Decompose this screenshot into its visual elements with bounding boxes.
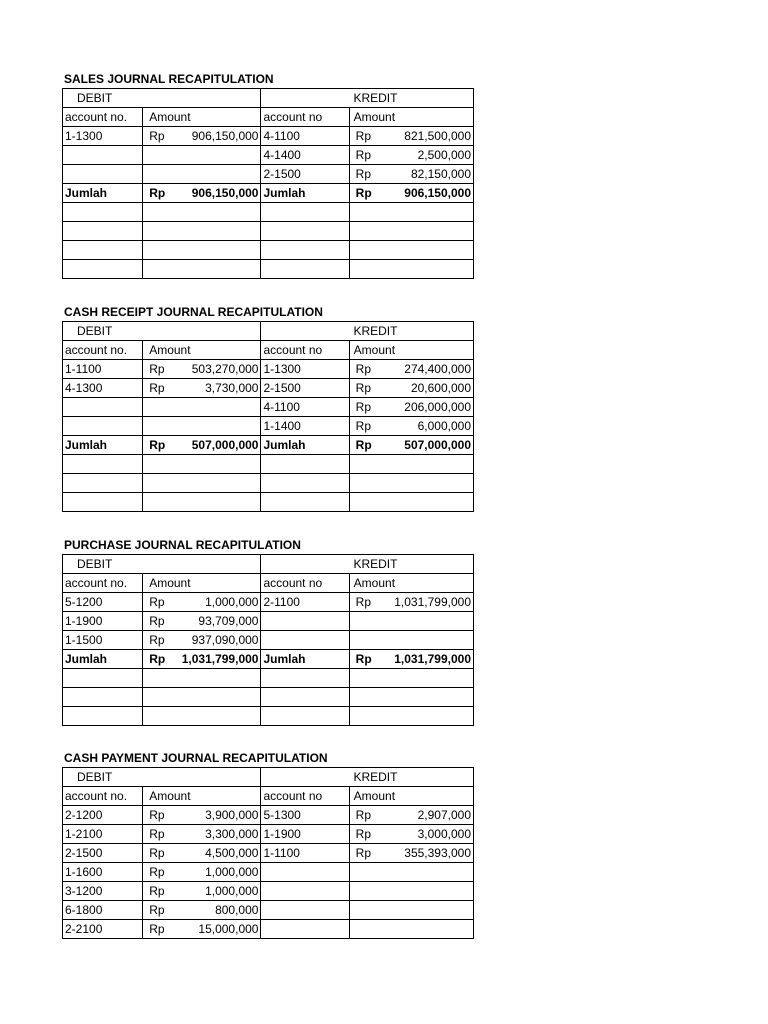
kredit-amount-header: Amount [349, 108, 473, 127]
kredit-header: KREDIT [261, 555, 474, 574]
blank-cell [349, 669, 473, 688]
debit-account-cell: 1-1300 [63, 127, 143, 146]
debit-account-cell [63, 398, 143, 417]
debit-account-cell: 1-1900 [63, 612, 143, 631]
amount-value: 20,600,000 [410, 381, 471, 395]
table-row [63, 398, 474, 417]
blank-cell [261, 203, 349, 222]
blank-cell [143, 669, 261, 688]
debit-total-label: Jumlah [63, 650, 143, 669]
kredit-account-cell: 2-1100 [261, 593, 349, 612]
debit-account-cell: 6-1800 [63, 901, 143, 920]
debit-amount-cell [143, 806, 261, 825]
kredit-amount-cell [349, 901, 473, 920]
debit-amount-cell [143, 863, 261, 882]
amount-value: 6,000,000 [417, 419, 471, 433]
table-row [63, 901, 474, 920]
debit-account-header: account no. [63, 574, 143, 593]
amount-value: 4,500,000 [205, 846, 259, 860]
debit-amount-header: Amount [143, 787, 261, 806]
blank-cell [349, 707, 473, 726]
currency-label: Rp [355, 846, 372, 860]
blank-row [63, 260, 474, 279]
currency-label: Rp [355, 595, 372, 609]
kredit-account-cell: 1-1400 [261, 417, 349, 436]
journal-table [62, 321, 474, 512]
blank-cell [349, 203, 473, 222]
blank-row [63, 203, 474, 222]
blank-cell [143, 493, 261, 512]
blank-cell [63, 222, 143, 241]
debit-header: DEBIT [63, 89, 261, 108]
column-header-row [63, 108, 474, 127]
table-row [63, 360, 474, 379]
amount-value: 15,000,000 [198, 922, 259, 936]
blank-cell [63, 474, 143, 493]
kredit-amount-cell [349, 844, 473, 863]
amount-value: 1,031,799,000 [394, 652, 471, 666]
side-header-row [63, 768, 474, 787]
currency-label: Rp [149, 633, 165, 647]
blank-row [63, 688, 474, 707]
kredit-header: KREDIT [261, 768, 474, 787]
currency-label: Rp [149, 362, 165, 376]
blank-cell [63, 203, 143, 222]
kredit-account-cell: 4-1400 [261, 146, 349, 165]
blank-cell [261, 455, 349, 474]
kredit-account-cell: 1-1300 [261, 360, 349, 379]
blank-row [63, 493, 474, 512]
currency-label: Rp [149, 922, 165, 936]
section-title: CASH PAYMENT JOURNAL RECAPITULATION [64, 751, 328, 765]
blank-cell [143, 455, 261, 474]
debit-account-header: account no. [63, 341, 143, 360]
debit-amount-cell [143, 901, 261, 920]
debit-total-amount [143, 650, 261, 669]
debit-total-amount [143, 436, 261, 455]
kredit-amount-cell [349, 146, 473, 165]
blank-row [63, 241, 474, 260]
amount-value: 355,393,000 [404, 846, 471, 860]
debit-account-cell [63, 146, 143, 165]
currency-label: Rp [355, 148, 372, 162]
blank-cell [261, 688, 349, 707]
amount-value: 274,400,000 [404, 362, 471, 376]
blank-row [63, 222, 474, 241]
blank-cell [143, 222, 261, 241]
blank-cell [261, 669, 349, 688]
debit-account-header: account no. [63, 787, 143, 806]
kredit-amount-cell [349, 825, 473, 844]
amount-value: 1,031,799,000 [394, 595, 471, 609]
amount-value: 507,000,000 [404, 438, 471, 452]
table-row [63, 165, 474, 184]
amount-value: 906,150,000 [191, 186, 259, 200]
amount-value: 1,000,000 [205, 865, 259, 879]
amount-value: 93,709,000 [198, 614, 259, 628]
kredit-amount-cell [349, 863, 473, 882]
purchase-journal-section [62, 536, 474, 726]
blank-cell [143, 241, 261, 260]
side-header-row [63, 322, 474, 341]
kredit-total-amount [349, 184, 473, 203]
blank-cell [63, 707, 143, 726]
debit-amount-cell [143, 593, 261, 612]
currency-label: Rp [355, 808, 372, 822]
amount-value: 800,000 [215, 903, 259, 917]
amount-value: 1,000,000 [205, 595, 259, 609]
currency-label: Rp [149, 186, 166, 200]
blank-cell [349, 493, 473, 512]
amount-value: 937,090,000 [191, 633, 259, 647]
amount-value: 2,500,000 [417, 148, 471, 162]
debit-amount-cell [143, 882, 261, 901]
currency-label: Rp [149, 884, 165, 898]
debit-total-amount [143, 184, 261, 203]
kredit-total-label: Jumlah [261, 184, 349, 203]
amount-value: 3,000,000 [417, 827, 471, 841]
currency-label: Rp [355, 167, 372, 181]
blank-row [63, 669, 474, 688]
debit-amount-cell [143, 146, 261, 165]
debit-amount-cell [143, 398, 261, 417]
kredit-account-cell: 4-1100 [261, 398, 349, 417]
kredit-total-amount [349, 436, 473, 455]
currency-label: Rp [149, 808, 165, 822]
kredit-amount-cell [349, 127, 473, 146]
blank-cell [261, 222, 349, 241]
currency-label: Rp [355, 186, 372, 200]
blank-cell [349, 241, 473, 260]
debit-account-cell: 1-1100 [63, 360, 143, 379]
currency-label: Rp [149, 381, 165, 395]
kredit-account-cell [261, 612, 349, 631]
debit-account-header: account no. [63, 108, 143, 127]
debit-header: DEBIT [63, 322, 261, 341]
debit-amount-cell [143, 612, 261, 631]
kredit-amount-cell [349, 612, 473, 631]
currency-label: Rp [355, 129, 372, 143]
kredit-account-header: account no [261, 108, 349, 127]
sales-journal-section [62, 70, 474, 279]
currency-label: Rp [149, 129, 165, 143]
currency-label: Rp [149, 865, 165, 879]
table-body [63, 768, 474, 939]
table-body [63, 322, 474, 512]
kredit-account-cell: 2-1500 [261, 379, 349, 398]
debit-amount-header: Amount [143, 108, 261, 127]
currency-label: Rp [149, 846, 165, 860]
journal-table [62, 554, 474, 726]
blank-cell [143, 260, 261, 279]
kredit-amount-cell [349, 882, 473, 901]
currency-label: Rp [355, 827, 372, 841]
kredit-account-cell [261, 863, 349, 882]
amount-value: 1,031,799,000 [181, 652, 259, 666]
kredit-amount-cell [349, 593, 473, 612]
blank-cell [261, 493, 349, 512]
debit-account-cell: 1-1600 [63, 863, 143, 882]
kredit-amount-header: Amount [349, 341, 473, 360]
currency-label: Rp [355, 381, 372, 395]
total-row [63, 184, 474, 203]
total-row [63, 650, 474, 669]
blank-cell [349, 260, 473, 279]
blank-cell [261, 260, 349, 279]
blank-row [63, 707, 474, 726]
kredit-amount-cell [349, 398, 473, 417]
amount-value: 507,000,000 [191, 438, 259, 452]
kredit-amount-cell [349, 379, 473, 398]
blank-cell [63, 493, 143, 512]
table-row [63, 882, 474, 901]
kredit-account-cell: 2-1500 [261, 165, 349, 184]
debit-amount-cell [143, 379, 261, 398]
debit-account-cell [63, 417, 143, 436]
currency-label: Rp [355, 400, 372, 414]
blank-cell [349, 474, 473, 493]
currency-label: Rp [355, 419, 372, 433]
debit-header: DEBIT [63, 555, 261, 574]
kredit-amount-cell [349, 920, 473, 939]
table-row [63, 844, 474, 863]
kredit-account-cell: 1-1900 [261, 825, 349, 844]
table-row [63, 417, 474, 436]
currency-label: Rp [149, 652, 166, 666]
amount-value: 3,300,000 [205, 827, 259, 841]
kredit-amount-cell [349, 806, 473, 825]
currency-label: Rp [149, 903, 165, 917]
blank-cell [349, 688, 473, 707]
column-header-row [63, 787, 474, 806]
debit-amount-cell [143, 127, 261, 146]
column-header-row [63, 574, 474, 593]
blank-cell [143, 707, 261, 726]
cash-receipt-journal-section [62, 303, 474, 512]
debit-account-cell: 4-1300 [63, 379, 143, 398]
side-header-row [63, 89, 474, 108]
debit-amount-header: Amount [143, 341, 261, 360]
total-row [63, 436, 474, 455]
debit-account-cell: 3-1200 [63, 882, 143, 901]
debit-header: DEBIT [63, 768, 261, 787]
blank-cell [143, 688, 261, 707]
kredit-account-header: account no [261, 574, 349, 593]
column-header-row [63, 341, 474, 360]
debit-amount-cell [143, 825, 261, 844]
debit-account-cell: 2-1500 [63, 844, 143, 863]
currency-label: Rp [149, 438, 166, 452]
blank-cell [63, 669, 143, 688]
table-body [63, 555, 474, 726]
amount-value: 1,000,000 [205, 884, 259, 898]
blank-cell [63, 688, 143, 707]
blank-cell [63, 260, 143, 279]
currency-label: Rp [355, 438, 372, 452]
table-row [63, 127, 474, 146]
kredit-amount-cell [349, 417, 473, 436]
kredit-header: KREDIT [261, 322, 474, 341]
section-title: PURCHASE JOURNAL RECAPITULATION [64, 538, 301, 552]
currency-label: Rp [149, 614, 165, 628]
amount-value: 206,000,000 [404, 400, 471, 414]
debit-total-label: Jumlah [63, 184, 143, 203]
journal-table [62, 88, 474, 279]
kredit-account-cell [261, 901, 349, 920]
table-body [63, 89, 474, 279]
debit-amount-cell [143, 360, 261, 379]
kredit-account-cell [261, 882, 349, 901]
kredit-amount-header: Amount [349, 574, 473, 593]
amount-value: 906,150,000 [191, 129, 259, 143]
debit-account-cell [63, 165, 143, 184]
debit-account-cell: 1-2100 [63, 825, 143, 844]
blank-cell [143, 203, 261, 222]
kredit-account-header: account no [261, 787, 349, 806]
blank-cell [261, 707, 349, 726]
amount-value: 906,150,000 [404, 186, 471, 200]
debit-account-cell: 1-1500 [63, 631, 143, 650]
currency-label: Rp [149, 827, 165, 841]
kredit-account-cell: 1-1100 [261, 844, 349, 863]
blank-cell [261, 474, 349, 493]
kredit-total-label: Jumlah [261, 650, 349, 669]
kredit-header: KREDIT [261, 89, 474, 108]
debit-amount-header: Amount [143, 574, 261, 593]
kredit-account-cell [261, 920, 349, 939]
blank-cell [63, 241, 143, 260]
section-title: SALES JOURNAL RECAPITULATION [64, 72, 274, 86]
kredit-account-cell: 5-1300 [261, 806, 349, 825]
journal-table [62, 767, 474, 939]
debit-amount-cell [143, 920, 261, 939]
amount-value: 82,150,000 [410, 167, 471, 181]
currency-label: Rp [355, 652, 372, 666]
blank-cell [63, 455, 143, 474]
kredit-amount-cell [349, 631, 473, 650]
blank-cell [349, 455, 473, 474]
amount-value: 3,900,000 [205, 808, 259, 822]
side-header-row [63, 555, 474, 574]
table-row [63, 825, 474, 844]
cash-payment-journal-section [62, 749, 474, 939]
blank-row [63, 474, 474, 493]
table-row [63, 379, 474, 398]
debit-amount-cell [143, 165, 261, 184]
table-row [63, 806, 474, 825]
debit-amount-cell [143, 417, 261, 436]
blank-cell [261, 241, 349, 260]
kredit-account-cell: 4-1100 [261, 127, 349, 146]
blank-row [63, 455, 474, 474]
table-row [63, 593, 474, 612]
currency-label: Rp [149, 595, 165, 609]
section-title: CASH RECEIPT JOURNAL RECAPITULATION [64, 305, 323, 319]
amount-value: 503,270,000 [191, 362, 259, 376]
kredit-total-amount [349, 650, 473, 669]
table-row [63, 631, 474, 650]
kredit-account-header: account no [261, 341, 349, 360]
amount-value: 821,500,000 [404, 129, 471, 143]
blank-cell [349, 222, 473, 241]
kredit-total-label: Jumlah [261, 436, 349, 455]
table-row [63, 146, 474, 165]
debit-amount-cell [143, 844, 261, 863]
kredit-amount-cell [349, 360, 473, 379]
amount-value: 2,907,000 [417, 808, 471, 822]
kredit-amount-header: Amount [349, 787, 473, 806]
blank-cell [143, 474, 261, 493]
table-row [63, 920, 474, 939]
kredit-amount-cell [349, 165, 473, 184]
debit-account-cell: 2-2100 [63, 920, 143, 939]
debit-account-cell: 5-1200 [63, 593, 143, 612]
currency-label: Rp [355, 362, 372, 376]
amount-value: 3,730,000 [205, 381, 259, 395]
kredit-account-cell [261, 631, 349, 650]
debit-total-label: Jumlah [63, 436, 143, 455]
debit-amount-cell [143, 631, 261, 650]
table-row [63, 863, 474, 882]
table-row [63, 612, 474, 631]
debit-account-cell: 2-1200 [63, 806, 143, 825]
